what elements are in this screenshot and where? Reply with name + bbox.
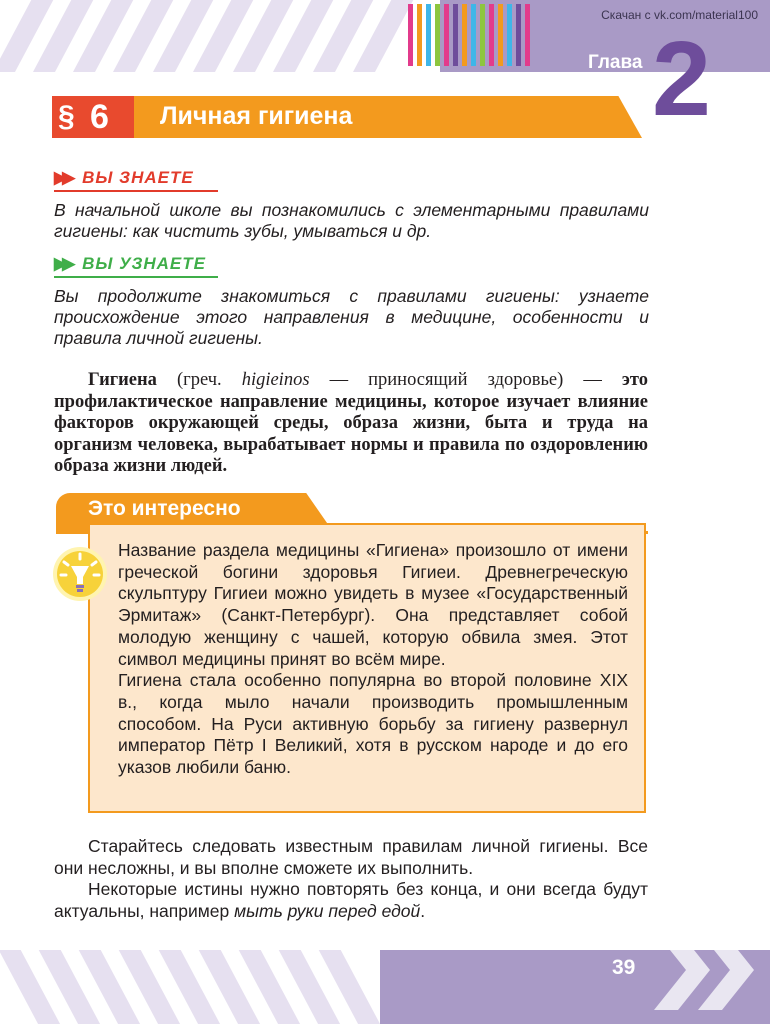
barcode-stripe	[435, 4, 440, 66]
barcode-stripe	[408, 4, 413, 66]
closing-paragraph-2	[54, 879, 648, 922]
you-will-learn-text: Вы продолжите знакомиться с правилами гигиены: узнаете происхождение этого направления в медицине, особенности и правила личной гигиены.	[54, 286, 649, 348]
closing-text	[54, 836, 648, 923]
barcode-stripe	[426, 4, 431, 66]
interesting-paragraph-2: Гигиена стала особенно популярна во второй половине XIX в., когда мыло начали производить промышленным способом. На Руси активную борьбу за гигиену развернул император Пётр I Великий, хотя в русском народе и до его указов любили баню.	[118, 670, 628, 778]
barcode-stripe	[417, 4, 422, 66]
closing-p2-end: .	[420, 901, 426, 922]
double-arrow-icon: ▶▶	[54, 168, 71, 187]
you-will-learn-label: ВЫ УЗНАЕТЕ	[82, 254, 206, 273]
lightbulb-icon	[52, 546, 108, 602]
definition-origin-suffix: — приносящий здоровье) —	[309, 370, 602, 390]
barcode-stripe	[480, 4, 485, 66]
you-will-learn-badge	[54, 252, 206, 276]
closing-paragraph-1: Старайтесь следовать известным правилам личной гигиены. Все они несложны, и вы вполне сможете их выполнить.	[54, 836, 648, 878]
interesting-title: Это интересно	[88, 497, 241, 520]
barcode-stripe	[525, 4, 530, 66]
chapter-label: Глава	[588, 52, 643, 73]
closing-p2-text: Некоторые истины нужно повторять без конца, и они всегда будут актуальны, например	[54, 879, 648, 922]
color-barcode	[408, 4, 530, 66]
barcode-stripe	[507, 4, 512, 66]
definition-term: Гигиена	[88, 370, 157, 390]
barcode-stripe	[453, 4, 458, 66]
double-arrow-icon: ▶▶	[54, 254, 71, 273]
barcode-stripe	[462, 4, 467, 66]
barcode-stripe	[516, 4, 521, 66]
you-know-text: В начальной школе вы познакомились с элементарными правилами гигиены: как чистить зубы, умываться и др.	[54, 200, 649, 241]
section-title: Личная гигиена	[160, 102, 353, 130]
section-symbol: §	[58, 100, 75, 133]
barcode-stripe	[498, 4, 503, 66]
interesting-text	[118, 540, 628, 779]
definition-body: это профилактическое направление медицины, которое изучает влияние факторов окружающей среды, образа жизни, быта и труда на организм человека, вырабатывает нормы и правила по оздоровлению образа жизни людей.	[54, 370, 648, 476]
barcode-stripe	[489, 4, 494, 66]
section-title-bar	[52, 96, 642, 138]
you-will-learn-underline	[54, 276, 218, 278]
chapter-number: 2	[652, 20, 711, 138]
closing-p2-emphasis: мыть руки перед едой	[234, 901, 421, 922]
page-number: 39	[612, 956, 636, 979]
definition-origin-prefix: (греч.	[156, 370, 242, 390]
definition-paragraph	[54, 370, 648, 478]
section-number: 6	[90, 98, 109, 136]
next-chevron-icon	[654, 930, 764, 1010]
barcode-stripe	[444, 4, 449, 66]
barcode-stripe	[471, 4, 476, 66]
source-watermark: Скачан с vk.com/material100	[601, 8, 758, 22]
you-know-badge	[54, 166, 194, 190]
you-know-label: ВЫ ЗНАЕТЕ	[82, 168, 194, 187]
definition-origin-word: higieinos	[241, 370, 310, 390]
you-know-underline	[54, 190, 218, 192]
interesting-paragraph-1: Название раздела медицины «Гигиена» произошло от имени греческой богини здоровья Гигиеи. Древнегреческую скульптуру Гигиеи можно увидеть в музее «Государственный Эрмитаж» (Санкт-Петербург). Она представляет собой молодую женщину с чашей, которую обвила змея. Этот символ медицины принят во всём мире.	[118, 540, 628, 669]
